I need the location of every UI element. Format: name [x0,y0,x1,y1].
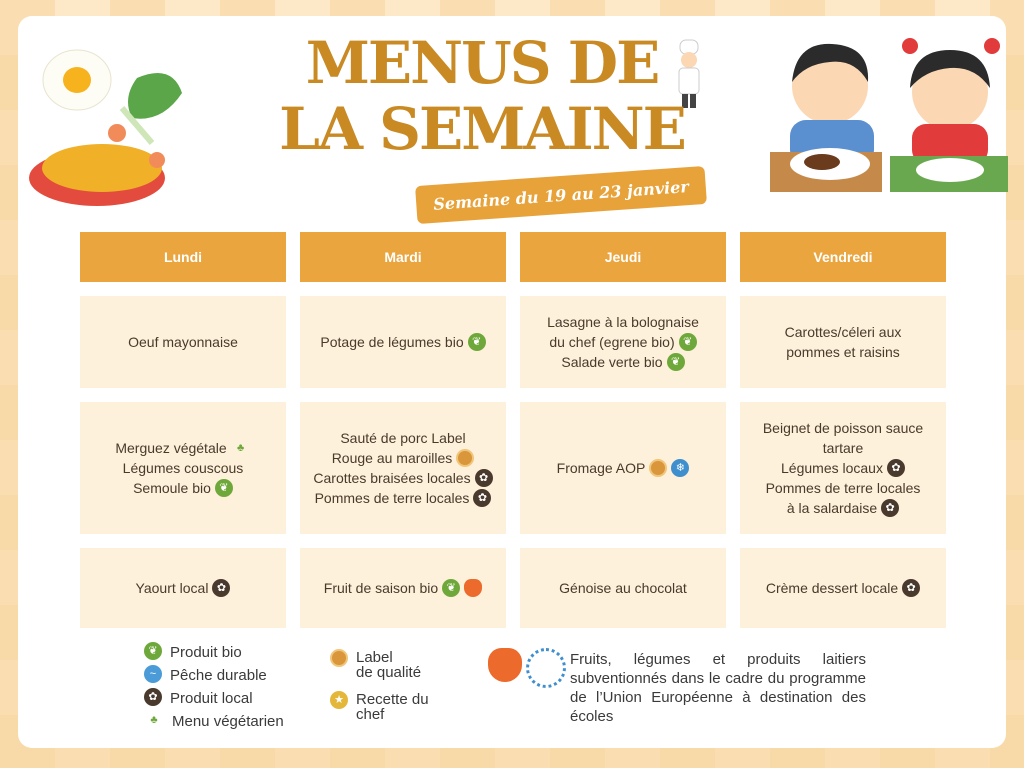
quality-label-icon [330,649,348,667]
menu-item-text: Potage de légumes bio [320,333,464,350]
desserts-cell-jeudi [520,548,726,628]
legend-peche [144,666,267,684]
menu-item-line [324,578,482,598]
entrees-cell-jeudi [520,296,726,388]
title-line-1: MENUS DE [305,29,659,97]
legend-recette-text [356,692,429,722]
menu-item-line [313,488,492,508]
plats-cell-vendredi [740,402,946,534]
local-icon: ✿ [881,499,899,517]
menu-item-line [115,458,250,478]
menu-item-text: Semoule bio [133,480,211,496]
desserts-cell-lundi [80,548,286,628]
legend-peche-label: Pêche durable [170,666,267,684]
local-icon: ✿ [212,579,230,597]
menu-item-line [766,578,920,598]
page-title [262,30,702,162]
leaf-icon: ❦ [442,579,460,597]
menu-item-line [313,468,492,488]
vegetarian-icon: ♣ [150,714,158,726]
eu-fruit-icon [464,579,482,597]
fish-icon: ~ [144,665,162,683]
menu-item-line [320,332,485,352]
menu-item-line [785,342,902,362]
legend-local [144,689,253,707]
legend-label-text [356,650,421,680]
eu-programme-text: Fruits, légumes et produits laitiers subventionnés dans le cadre du programme de l’Union Européenne à destination des écoles [570,651,866,725]
menu-item-line [128,332,238,352]
kids-eating-illustration [760,24,1012,200]
menu-item-text: Oeuf mayonnaise [128,334,238,350]
vegetarian-icon: ♣ [237,442,245,454]
leaf-icon: ❦ [679,333,697,351]
legend-recette-line-1: Recette du [356,691,429,708]
local-icon: ✿ [902,579,920,597]
eu-milk-icon: ❄ [671,459,689,477]
quality-label-icon [456,449,474,467]
entrees-cell-lundi [80,296,286,388]
leaf-icon: ❦ [144,642,162,660]
menu-item-line [313,428,492,448]
menu-item-line [785,322,902,342]
menu-item-line [115,438,250,458]
menu-item-line [313,448,492,468]
menu-item-line [115,478,250,498]
quality-label-icon [649,459,667,477]
menu-item-text: Merguez végétale [115,439,227,456]
desserts-cell-mardi [300,548,506,628]
menu-item-text: Pommes de terre locales [765,480,921,496]
menu-item-text: Légumes couscous [122,460,244,476]
menu-item-text: Génoise au chocolat [559,580,687,596]
local-icon: ✿ [473,489,491,507]
menu-item-line [763,438,923,458]
menu-item-text: Beignet de poisson sauce [762,419,924,436]
menu-item-text: à la salardaise [786,500,878,516]
legend-recette-line-2: chef [356,706,385,723]
menu-item-text: Yaourt local [135,579,209,596]
menu-item-text: Crème dessert locale [765,579,899,596]
plats-cell-mardi [300,402,506,534]
plats-cell-jeudi [520,402,726,534]
legend-vege-label: Menu végétarien [172,712,284,730]
week-banner: Semaine du 19 au 23 janvier [415,166,707,224]
menu-item-line [763,478,923,498]
legend-recette [330,692,429,722]
menu-item-text: tartare [822,439,864,456]
title-line-2: LA SEMAINE [279,95,685,163]
day-header-lundi: Lundi [80,232,286,282]
leaf-icon: ❦ [215,479,233,497]
menu-item-text: Légumes locaux [781,459,883,476]
menu-item-text: Sauté de porc Label [340,429,466,446]
menu-item-text: Carottes/céleri aux [784,324,902,340]
menu-item-line [547,332,699,352]
menu-item-line [136,578,231,598]
legend-vege [144,712,284,730]
menu-item-text: Fromage AOP [556,459,646,476]
plats-cell-lundi [80,402,286,534]
menu-item-text: Carottes braisées locales [313,469,471,486]
menu-item-text: du chef (egrene bio) [549,333,675,350]
entrees-cell-vendredi [740,296,946,388]
menu-item-line [763,458,923,478]
day-header-vendredi: Vendredi [740,232,946,282]
menu-item-line [547,312,699,332]
legend-label-line-1: Label [356,649,393,666]
leaf-icon: ❦ [667,353,685,371]
legend-label-line-2: de qualité [356,664,422,681]
menu-item-line [547,352,699,372]
eu-fruit-logo-icon [488,648,522,682]
local-icon: ✿ [887,459,905,477]
day-header-jeudi: Jeudi [520,232,726,282]
day-header-mardi: Mardi [300,232,506,282]
entrees-cell-mardi [300,296,506,388]
local-icon: ✿ [475,469,493,487]
menu-item-line [763,418,923,438]
eu-milk-logo-icon [526,648,566,688]
chef-recipe-icon: ★ [330,691,348,709]
menu-item-text: Lasagne à la bolognaise [547,313,699,330]
menu-item-text: Pommes de terre locales [314,490,470,507]
menu-item-text: Rouge au maroilles [331,449,453,466]
menu-item-line [763,498,923,518]
legend-label [330,650,421,680]
local-icon: ✿ [144,688,162,706]
menu-item-text: Fruit de saison bio [323,579,439,596]
menu-item-line [559,578,687,598]
desserts-cell-vendredi [740,548,946,628]
menu-item-text: pommes et raisins [786,344,900,360]
food-illustration [22,28,202,208]
legend-local-label: Produit local [170,689,253,707]
leaf-icon: ❦ [468,333,486,351]
legend-bio-label: Produit bio [170,643,242,661]
menu-item-line [557,458,690,478]
legend-bio [144,643,242,661]
menu-item-text: Salade verte bio [561,354,663,370]
